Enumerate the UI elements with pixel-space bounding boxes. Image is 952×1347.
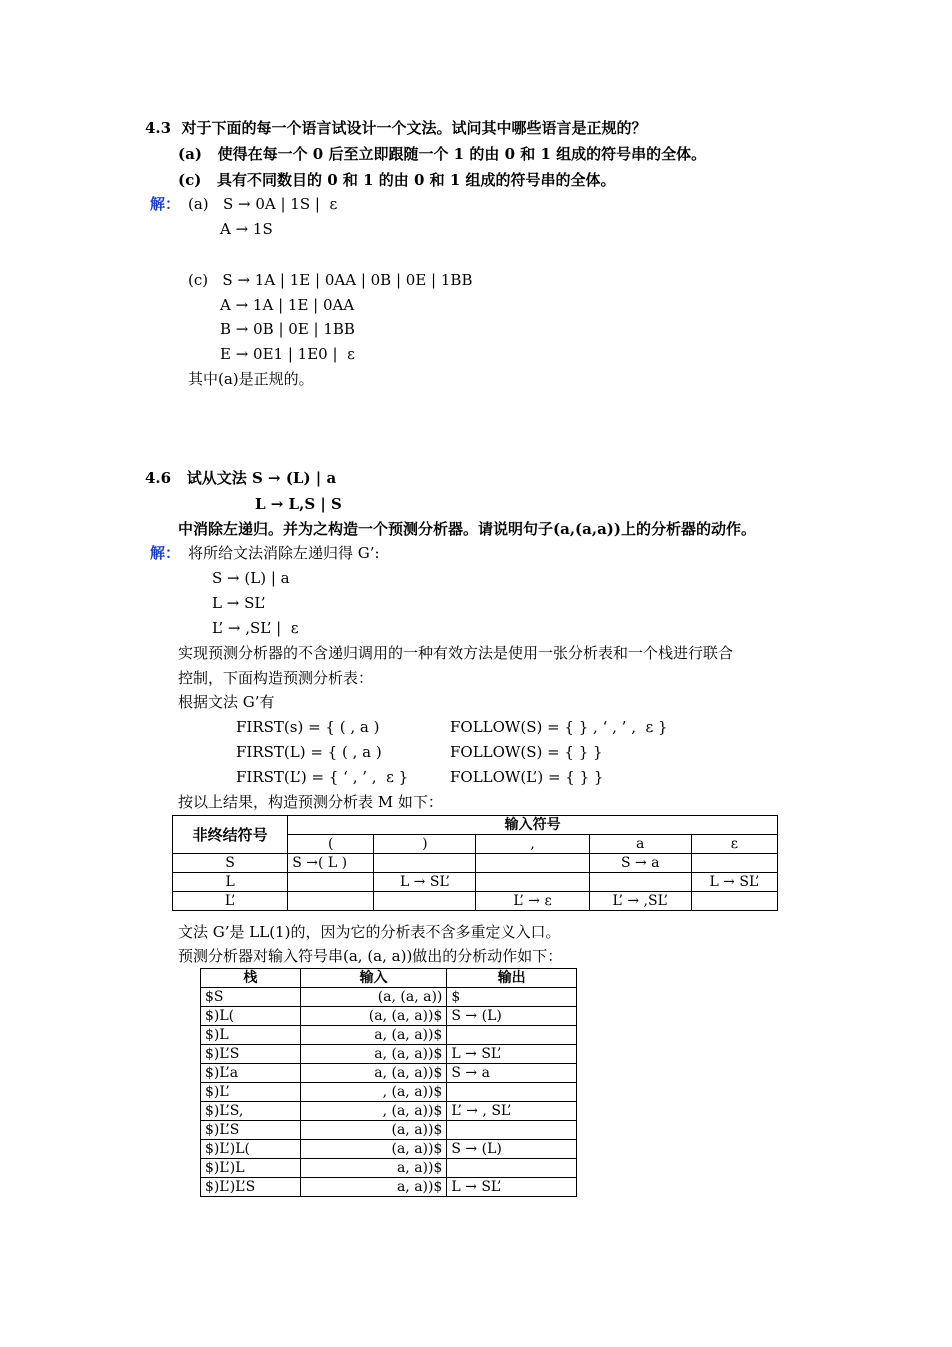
solution-intro: 将所给文法消除左递归得 G’: [188, 544, 380, 562]
table-cell [476, 873, 589, 892]
nonterminal-cell: L’ [173, 892, 288, 911]
nonterminal-cell: L [173, 873, 288, 892]
table-row [173, 854, 778, 873]
stack-cell: $)L’)L( [201, 1140, 301, 1159]
grammar-line: B → 0B | 0E | 1BB [220, 320, 355, 338]
stack-cell: $S [201, 988, 301, 1007]
table-cell [589, 873, 691, 892]
table-cell: S →( L ) [288, 854, 374, 873]
problem-4-3-item-c: (c) 具有不同数目的 0 和 1 的由 0 和 1 组成的符号串的全体。 [178, 171, 616, 189]
input-cell: (a, a))$ [300, 1140, 447, 1159]
input-cell: a, a))$ [300, 1159, 447, 1178]
table-cell [288, 892, 374, 911]
header-input: 输入 [300, 969, 447, 988]
input-cell: (a, a))$ [300, 1121, 447, 1140]
table-row [201, 1178, 577, 1197]
input-cell: a, (a, a))$ [300, 1064, 447, 1083]
table-cell [288, 873, 374, 892]
table-row [201, 1140, 577, 1159]
problem-4-6-question: 中消除左递归。并为之构造一个预测分析器。请说明句子(a,(a,a))上的分析器的动作。 [178, 520, 756, 538]
paragraph-text: 文法 G’是 LL(1)的，因为它的分析表不含多重定义入口。 [178, 923, 561, 941]
table-row [201, 1083, 577, 1102]
column-header: ( [288, 835, 374, 854]
grammar-line: A → 1A | 1E | 0AA [220, 296, 355, 314]
stack-cell: $)L’)L [201, 1159, 301, 1178]
stack-cell: $)L’S, [201, 1102, 301, 1121]
first-set: FIRST(L) = { ( , a ) [236, 743, 382, 761]
paragraph-text: 根据文法 G’有 [178, 693, 275, 711]
table-row [201, 1026, 577, 1045]
output-cell [447, 1083, 577, 1102]
table-cell [476, 854, 589, 873]
table-row [173, 892, 778, 911]
header-stack: 栈 [201, 969, 301, 988]
stack-cell: $)L’a [201, 1064, 301, 1083]
header-output: 输出 [447, 969, 577, 988]
table-row [201, 1159, 577, 1178]
predictive-parse-table [172, 815, 778, 911]
input-cell: (a, (a, a))$ [300, 1007, 447, 1026]
nonterminal-cell: S [173, 854, 288, 873]
stack-cell: $)L’ [201, 1083, 301, 1102]
table-row [173, 873, 778, 892]
table-cell: L → SL’ [691, 873, 777, 892]
grammar-line: L → SL’ [212, 594, 266, 612]
problem-4-3-title: 4.3 对于下面的每一个语言试设计一个文法。试问其中哪些语言是正规的？ [145, 119, 647, 137]
input-cell: , (a, a))$ [300, 1083, 447, 1102]
table-row [201, 1007, 577, 1026]
paragraph-text: 实现预测分析器的不含递归调用的一种有效方法是使用一张分析表和一个栈进行联合 [178, 644, 734, 662]
follow-set: FOLLOW(S) = { } , ‘ , ’ , ε } [450, 718, 668, 736]
stack-cell: $)L’S [201, 1045, 301, 1064]
parse-action-table [200, 968, 577, 1197]
table-cell: L’ → ,SL’ [589, 892, 691, 911]
first-set: FIRST(L’) = { ‘ , ’ , ε } [236, 768, 409, 786]
output-cell [447, 1159, 577, 1178]
column-header: ε [691, 835, 777, 854]
table-cell: L → SL’ [374, 873, 476, 892]
stack-cell: $)L’S [201, 1121, 301, 1140]
input-cell: a, (a, a))$ [300, 1045, 447, 1064]
grammar-line: A → 1S [220, 220, 273, 238]
header-input-symbols: 输入符号 [288, 816, 778, 835]
grammar-line: (c) S → 1A | 1E | 0AA | 0B | 0E | 1BB [188, 271, 473, 289]
stack-cell: $)L [201, 1026, 301, 1045]
grammar-line: S → (L) | a [212, 569, 290, 587]
table-cell [691, 854, 777, 873]
problem-4-6-title-line2: L → L,S | S [255, 495, 342, 513]
follow-set: FOLLOW(S) = { } } [450, 743, 603, 761]
grammar-line: L’ → ,SL’ | ε [212, 619, 299, 637]
column-header: a [589, 835, 691, 854]
conclusion-text: 其中(a)是正规的。 [188, 370, 314, 388]
solution-label: 解： [150, 195, 181, 213]
paragraph-text: 控制，下面构造预测分析表： [178, 669, 374, 687]
table-row [201, 988, 577, 1007]
problem-4-6-title: 4.6 试从文法 S → (L) | a [145, 469, 337, 487]
column-header: ) [374, 835, 476, 854]
paragraph-text: 预测分析器对输入符号串(a, (a, a))做出的分析动作如下： [178, 947, 563, 965]
output-cell: $ [447, 988, 577, 1007]
input-cell: (a, (a, a)) [300, 988, 447, 1007]
table-cell: S → a [589, 854, 691, 873]
output-cell: L’ → , SL’ [447, 1102, 577, 1121]
input-cell: a, a))$ [300, 1178, 447, 1197]
output-cell: S → a [447, 1064, 577, 1083]
input-cell: a, (a, a))$ [300, 1026, 447, 1045]
solution-label: 解： [150, 544, 181, 562]
output-cell [447, 1121, 577, 1140]
input-cell: , (a, a))$ [300, 1102, 447, 1121]
stack-cell: $)L( [201, 1007, 301, 1026]
stack-cell: $)L’)L’S [201, 1178, 301, 1197]
table-cell [691, 892, 777, 911]
first-set: FIRST(s) = { ( , a ) [236, 718, 380, 736]
table-row [201, 1102, 577, 1121]
output-cell: L → SL’ [447, 1178, 577, 1197]
output-cell: S → (L) [447, 1140, 577, 1159]
grammar-line: E → 0E1 | 1E0 | ε [220, 345, 355, 363]
table-row [201, 1064, 577, 1083]
output-cell: S → (L) [447, 1007, 577, 1026]
paragraph-text: 按以上结果，构造预测分析表 M 如下： [178, 793, 443, 811]
table-cell [374, 854, 476, 873]
problem-4-3-item-a: (a) 使得在每一个 0 后至立即跟随一个 1 的由 0 和 1 组成的符号串的全体。 [178, 145, 707, 163]
output-cell: L → SL’ [447, 1045, 577, 1064]
table-row [201, 1121, 577, 1140]
header-nonterminal: 非终结符号 [173, 816, 288, 854]
output-cell [447, 1026, 577, 1045]
table-cell: L’ → ε [476, 892, 589, 911]
grammar-line: (a) S → 0A | 1S | ε [188, 195, 338, 213]
table-row [201, 1045, 577, 1064]
column-header: , [476, 835, 589, 854]
table-cell [374, 892, 476, 911]
follow-set: FOLLOW(L’) = { } } [450, 768, 604, 786]
